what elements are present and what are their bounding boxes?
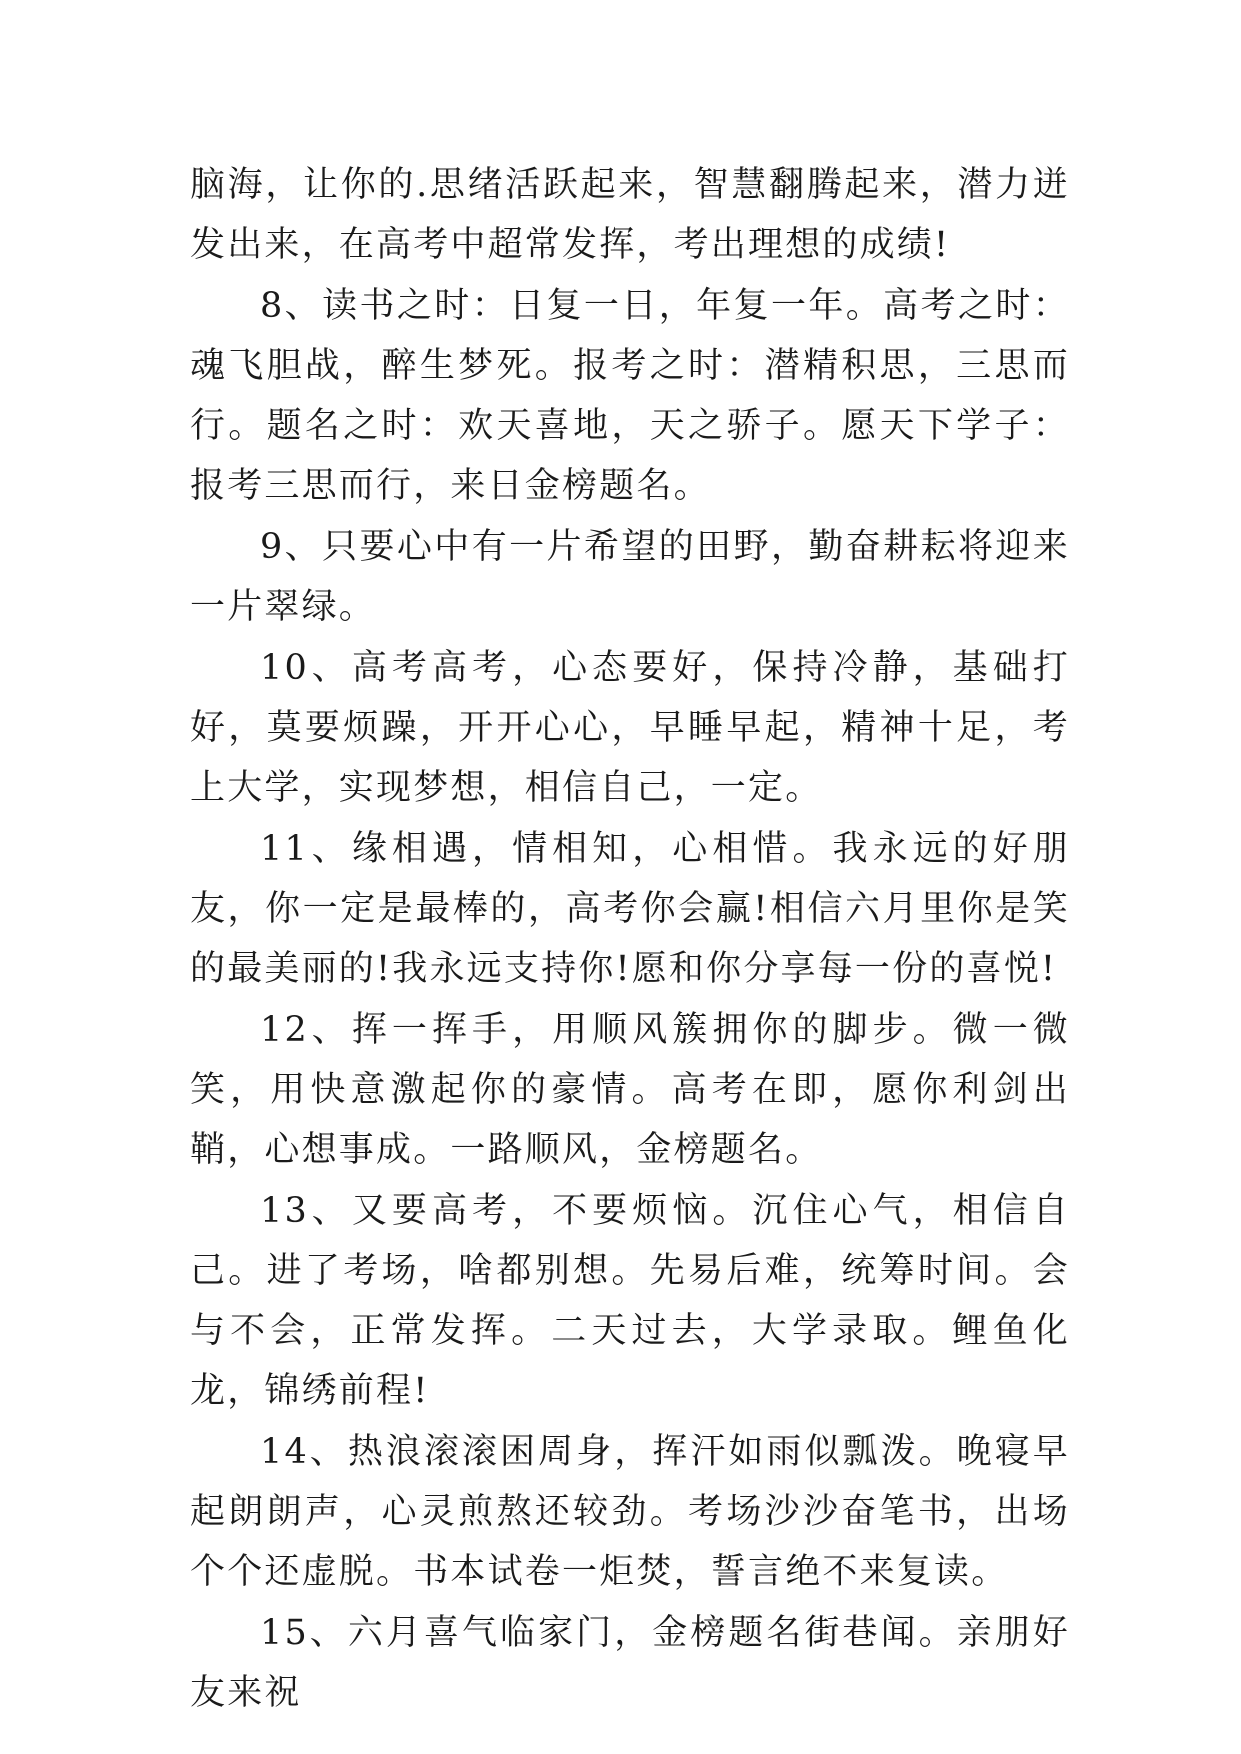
paragraph-item-15: 15、六月喜气临家门，金榜题名街巷闻。亲朋好友来祝	[190, 1613, 1070, 1713]
paragraph-item-13: 13、又要高考，不要烦恼。沉住心气，相信自己。进了考场，啥都别想。先易后难，统筹时间。会与不会，正常发挥。二天过去，大学录取。鲤鱼化龙，锦绣前程!	[190, 1191, 1070, 1411]
paragraph-item-10: 10、高考高考，心态要好，保持冷静，基础打好，莫要烦躁，开开心心，早睡早起，精神十足，考上大学，实现梦想，相信自己，一定。	[190, 648, 1070, 808]
paragraph-item-9: 9、只要心中有一片希望的田野，勤奋耕耘将迎来一片翠绿。	[190, 527, 1070, 627]
paragraph-item-11: 11、缘相遇，情相知，心相惜。我永远的好朋友，你一定是最棒的，高考你会赢!相信六月里你是笑的最美丽的!我永远支持你!愿和你分享每一份的喜悦!	[190, 829, 1070, 989]
paragraph-item-14: 14、热浪滚滚困周身，挥汗如雨似瓢泼。晚寝早起朗朗声，心灵煎熬还较劲。考场沙沙奋笔书，出场个个还虚脱。书本试卷一炬焚，誓言绝不来复读。	[190, 1432, 1070, 1592]
paragraph-item-8: 8、读书之时：日复一日，年复一年。高考之时：魂飞胆战，醉生梦死。报考之时：潜精积思，三思而行。题名之时：欢天喜地，天之骄子。愿天下学子：报考三思而行，来日金榜题名。	[190, 286, 1070, 506]
document-body	[190, 155, 1070, 1724]
paragraph-continuation: 脑海，让你的.思绪活跃起来，智慧翻腾起来，潜力迸发出来，在高考中超常发挥，考出理想的成绩!	[190, 165, 1070, 265]
paragraph-item-12: 12、挥一挥手，用顺风簇拥你的脚步。微一微笑，用快意激起你的豪情。高考在即，愿你利剑出鞘，心想事成。一路顺风，金榜题名。	[190, 1010, 1070, 1170]
